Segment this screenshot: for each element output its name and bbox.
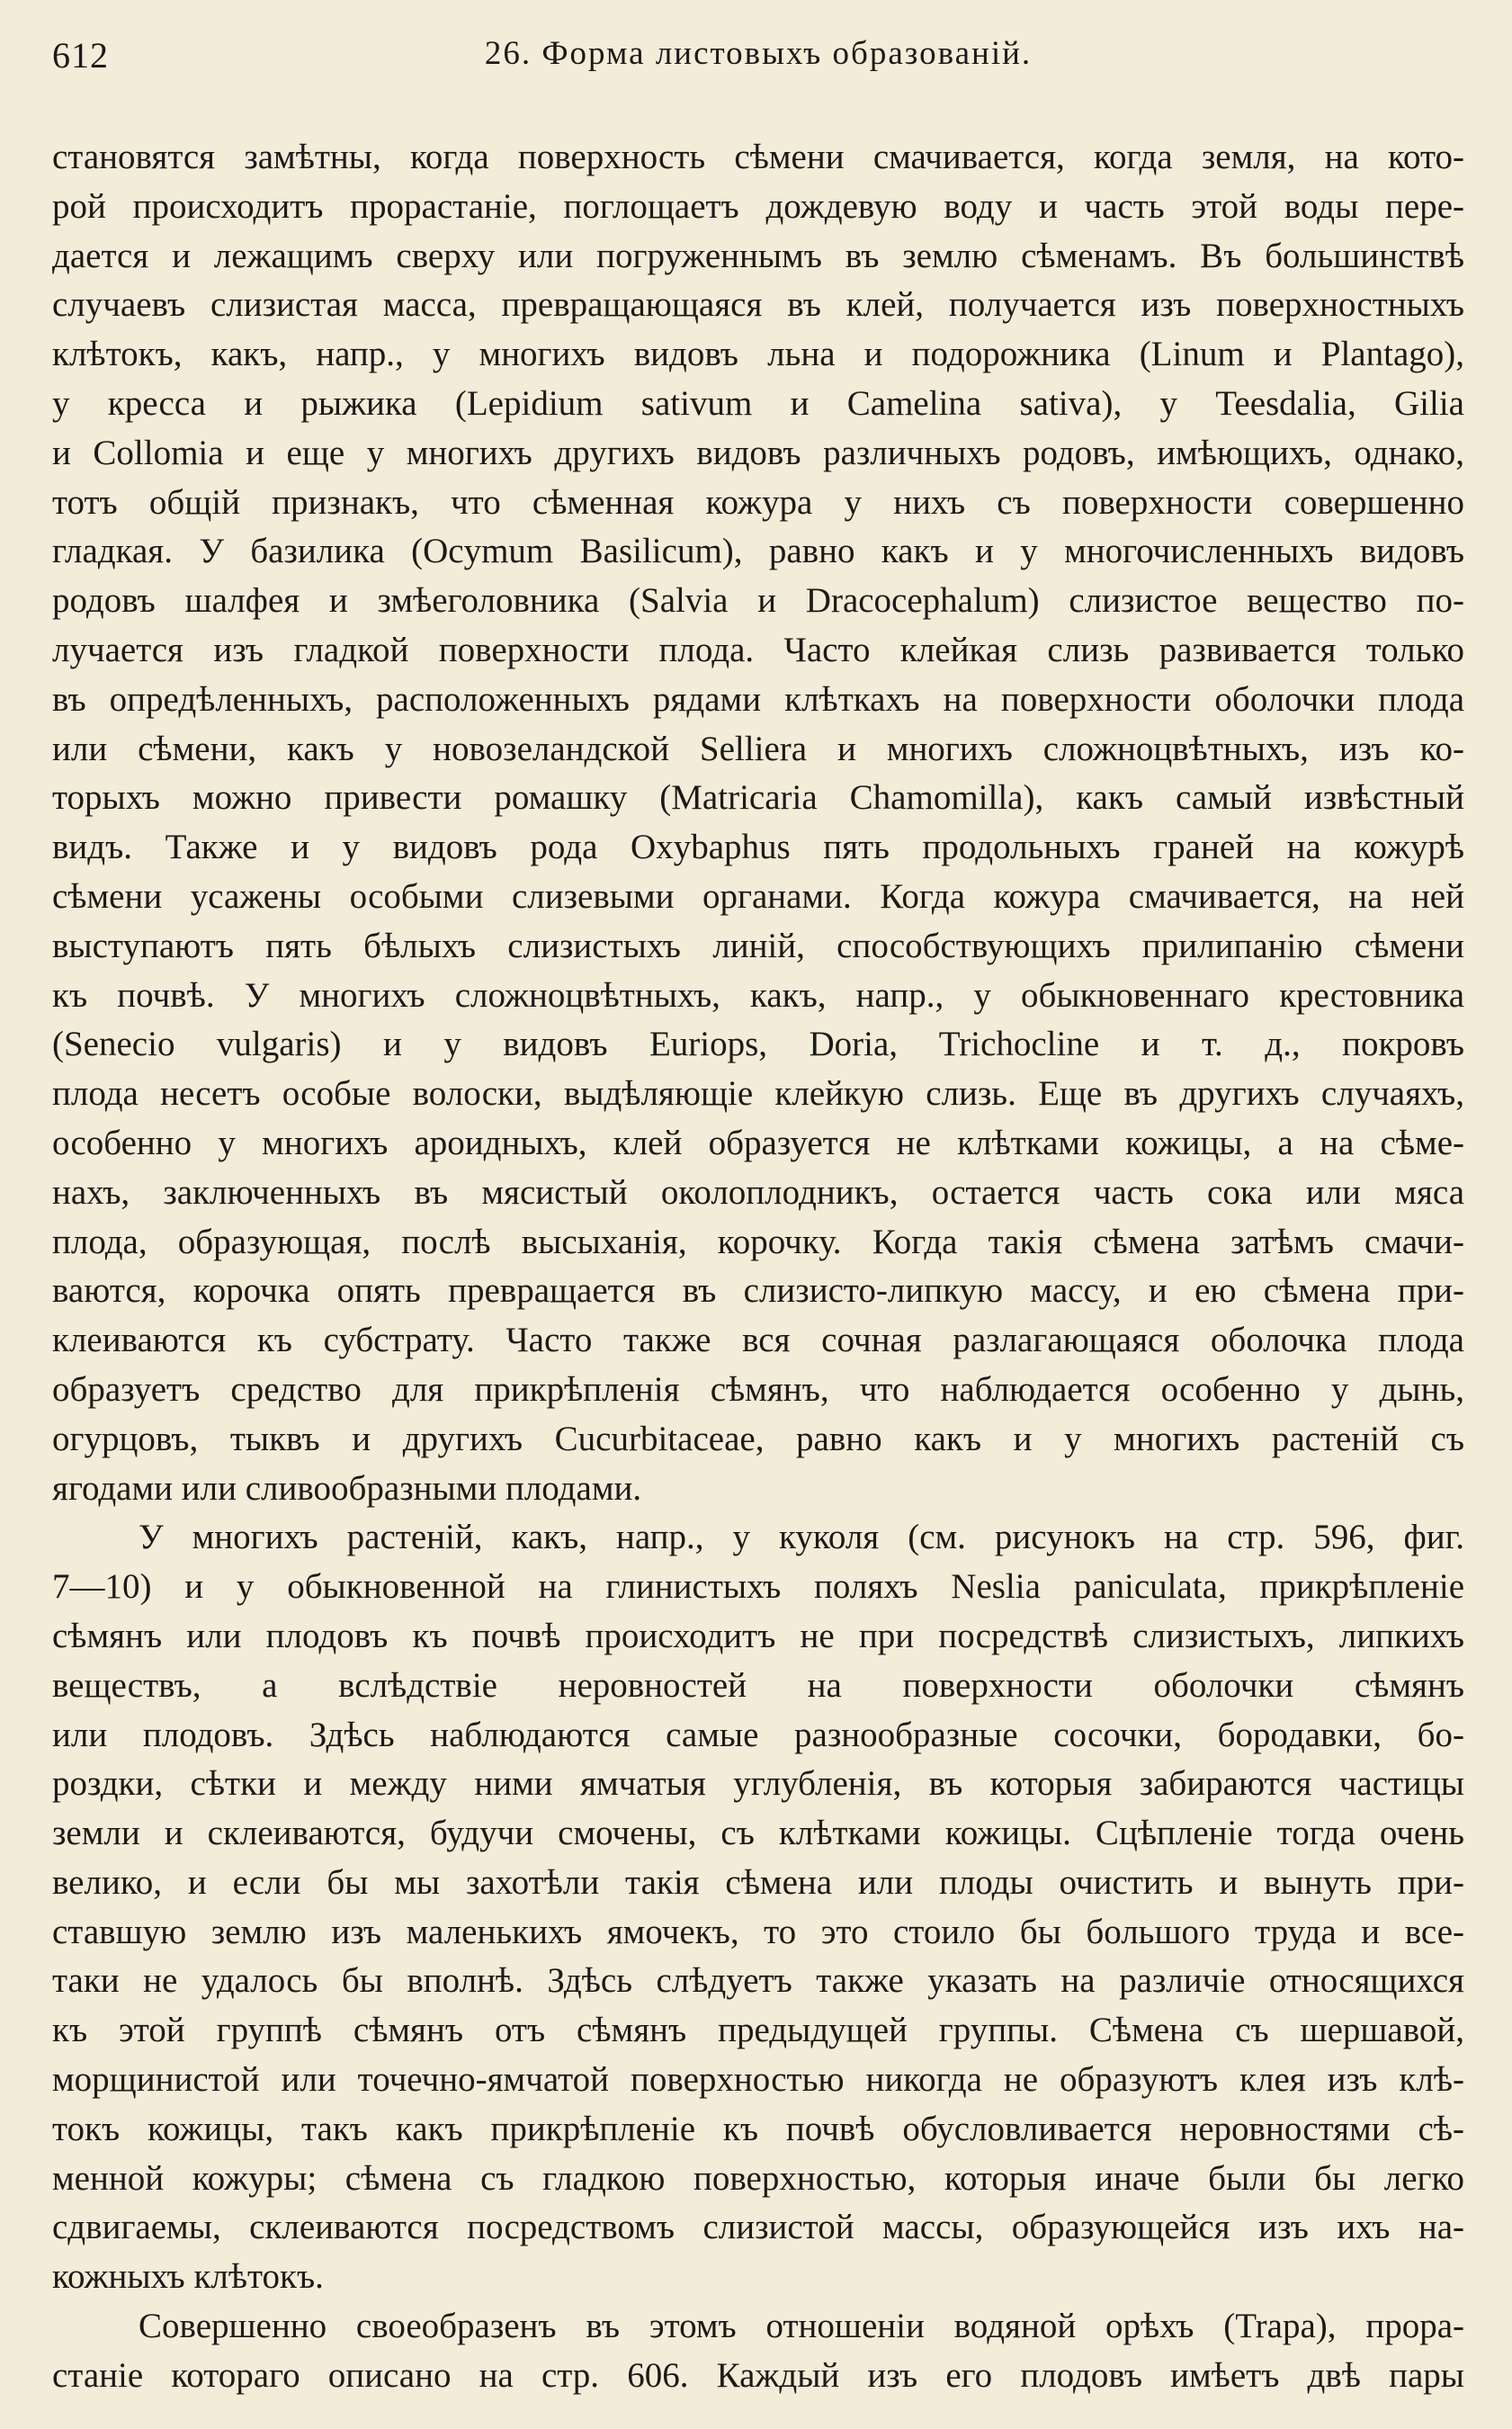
text-line: случаевъ слизистая масса, превращающаяся въ клей, получается изъ поверхностныхъ	[52, 285, 1464, 325]
text-line: родовъ шалфея и змѣеголовника (Salvia и Dracocephalum) слизистое вещество по-	[52, 581, 1464, 621]
text-line: видъ. Также и у видовъ рода Oxybaphus пять продольныхъ граней на кожурѣ	[52, 828, 1464, 867]
text-line: особенно у многихъ ароидныхъ, клей образуется не клѣтками кожицы, а на сѣме-	[52, 1123, 1464, 1162]
text-line: плода, образующая, послѣ высыханія, корочку. Когда такія сѣмена затѣмъ смачи-	[52, 1222, 1464, 1261]
text-line: и Collomia и еще у многихъ другихъ видовъ различныхъ родовъ, имѣющихъ, однако,	[52, 433, 1464, 472]
text-line: становятся замѣтны, когда поверхность сѣмени смачивается, когда земля, на кото-	[52, 138, 1464, 176]
text-line: сѣмянъ или плодовъ къ почвѣ происходитъ не при посредствѣ слизистыхъ, липкихъ	[52, 1616, 1464, 1655]
text-line: клѣтокъ, какъ, напр., у многихъ видовъ льна и подорожника (Linum и Plantago),	[52, 335, 1464, 374]
text-line: токъ кожицы, такъ какъ прикрѣпленіе къ почвѣ обусловливается неровностями сѣ-	[52, 2109, 1464, 2148]
text-line: (Senecio vulgaris) и у видовъ Euriops, Doria, Trichocline и т. д., покровъ	[52, 1025, 1464, 1064]
text-line: сдвигаемы, склеиваются посредствомъ слизистой массы, образующейся изъ ихъ на-	[52, 2208, 1464, 2247]
text-line: У многихъ растеній, какъ, напр., у куколя (см. рисунокъ на стр. 596, фиг.	[139, 1518, 1464, 1557]
text-line: дается и лежащимъ сверху или погруженнымъ въ землю сѣменамъ. Въ большинствѣ	[52, 236, 1464, 275]
text-line: велико, и если бы мы захотѣли такія сѣмена или плоды очистить и вынуть при-	[52, 1862, 1464, 1902]
text-line: веществъ, а вслѣдствіе неровностей на поверхности оболочки сѣмянъ	[52, 1665, 1464, 1705]
text-line: въ опредѣленныхъ, расположенныхъ рядами клѣткахъ на поверхности оболочки плода	[52, 679, 1464, 719]
text-line: менной кожуры; сѣмена съ гладкою поверхностью, которыя иначе были бы легко	[52, 2158, 1464, 2198]
text-line: роздки, сѣтки и между ними ямчатыя углубленія, въ которыя забираются частицы	[52, 1764, 1464, 1804]
text-line: торыхъ можно привести ромашку (Matricaria Chamomilla), какъ самый извѣстный	[52, 778, 1464, 818]
text-line: выступаютъ пять бѣлыхъ слизистыхъ линій, способствующихъ прилипанію сѣмени	[52, 926, 1464, 965]
paragraph	[52, 133, 1464, 1513]
text-line: 7—10) и у обыкновенной на глинистыхъ поляхъ Neslia paniculata, прикрѣпленіе	[52, 1567, 1464, 1607]
text-line: таки не удалось бы вполнѣ. Здѣсь слѣдуетъ также указать на различіе относящихся	[52, 1961, 1464, 2001]
text-line: ягодами или сливообразными плодами.	[52, 1468, 642, 1508]
paragraph	[52, 1513, 1464, 2302]
text-line: кожныхъ клѣтокъ.	[52, 2257, 324, 2297]
body-text	[52, 133, 1464, 2401]
text-line: нахъ, заключенныхъ въ мясистый околоплодникъ, остается часть сока или мяса	[52, 1172, 1464, 1212]
text-line: земли и склеиваются, будучи смочены, съ клѣтками кожицы. Сцѣпленіе тогда очень	[52, 1814, 1464, 1853]
text-line: морщинистой или точечно-ямчатой поверхностью никогда не образуютъ клея изъ клѣ-	[52, 2060, 1464, 2100]
text-line: станіе котораго описано на стр. 606. Каждый изъ его плодовъ имѣетъ двѣ пары	[52, 2355, 1464, 2395]
text-line: къ почвѣ. У многихъ сложноцвѣтныхъ, какъ, напр., у обыкновеннаго крестовника	[52, 975, 1464, 1015]
chapter-title: 26. Форма листовыхъ образованій.	[484, 35, 1033, 72]
text-line: клеиваются къ субстрату. Часто также вся сочная разлагающаяся оболочка плода	[52, 1321, 1464, 1360]
page-number: 612	[52, 35, 109, 76]
paragraph	[52, 2302, 1464, 2401]
text-line: или плодовъ. Здѣсь наблюдаются самые разнообразные сосочки, бородавки, бо-	[52, 1715, 1464, 1754]
text-line: Совершенно своеобразенъ въ этомъ отношеніи водяной орѣхъ (Trapa), прора-	[139, 2307, 1464, 2346]
text-line: или сѣмени, какъ у новозеландской Selliera и многихъ сложноцвѣтныхъ, изъ ко-	[52, 729, 1464, 768]
text-line: огурцовъ, тыквъ и другихъ Cucurbitaceae, равно какъ и у многихъ растеній съ	[52, 1419, 1464, 1458]
text-line: гладкая. У базилика (Ocymum Basilicum), равно какъ и у многочисленныхъ видовъ	[52, 532, 1464, 571]
text-line: у кресса и рыжика (Lepidium sativum и Camelina sativa), у Teesdalia, Gilia	[52, 383, 1464, 423]
text-line: сѣмени усажены особыми слизевыми органами. Когда кожура смачивается, на ней	[52, 876, 1464, 916]
text-line: плода несетъ особые волоски, выдѣляющіе клейкую слизь. Еще въ другихъ случаяхъ,	[52, 1074, 1464, 1114]
text-line: рой происходитъ прорастаніе, поглощаетъ дождевую воду и часть этой воды пере-	[52, 186, 1464, 226]
text-line: ставшую землю изъ маленькихъ ямочекъ, то это стоило бы большого труда и все-	[52, 1912, 1464, 1951]
text-line: тотъ общій признакъ, что сѣменная кожура у нихъ съ поверхности совершенно	[52, 482, 1464, 522]
text-line: образуетъ средство для прикрѣпленія сѣмянъ, что наблюдается особенно у дынь,	[52, 1369, 1464, 1409]
text-line: къ этой группѣ сѣмянъ отъ сѣмянъ предыдущей группы. Сѣмена съ шершавой,	[52, 2011, 1464, 2050]
text-line: ваются, корочка опять превращается въ слизисто-липкую массу, и ею сѣмена при-	[52, 1271, 1464, 1311]
running-head	[52, 34, 1464, 88]
text-line: лучается изъ гладкой поверхности плода. Часто клейкая слизь развивается только	[52, 630, 1464, 669]
